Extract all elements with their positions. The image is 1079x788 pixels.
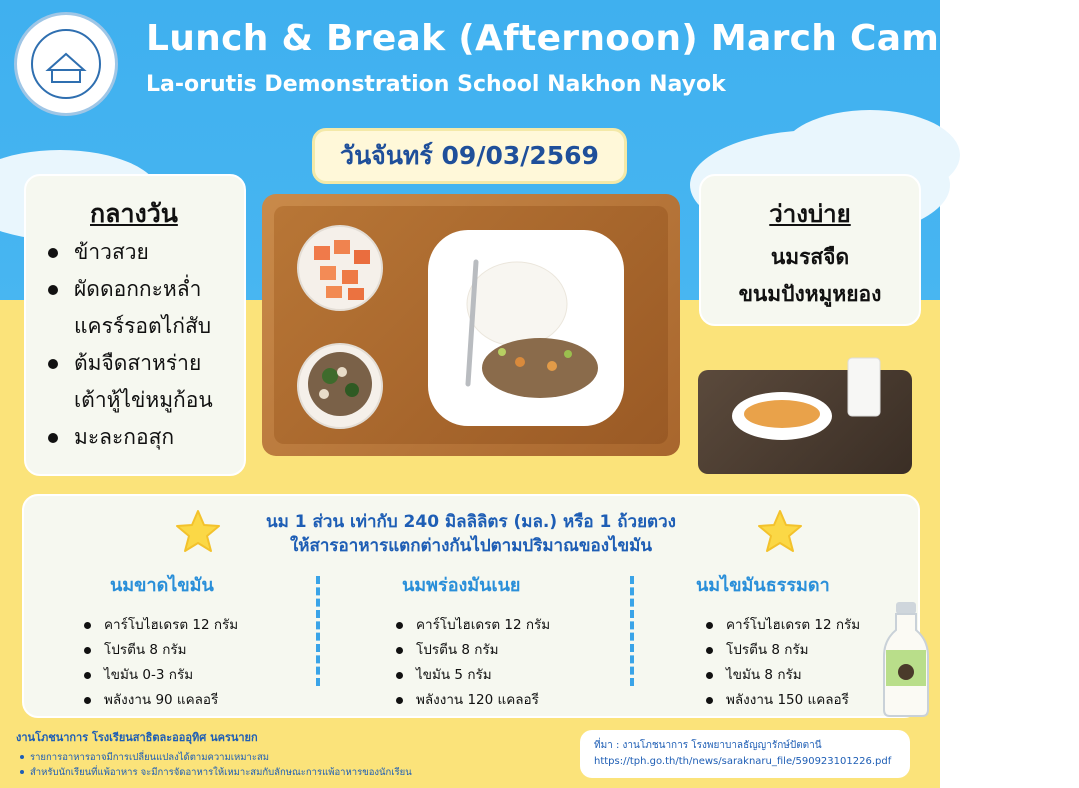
nutrient-label: ไขมัน 8 กรัม (726, 667, 802, 683)
list-item (38, 308, 213, 345)
bullet-icon (706, 647, 713, 654)
nutrient-label: โปรตีน 8 กรัม (104, 642, 187, 658)
bullet-icon (706, 672, 713, 679)
milk-bottle-icon (882, 600, 930, 718)
date-banner: วันจันทร์ 09/03/2569 (312, 128, 627, 184)
snack-food-illustration (698, 370, 912, 474)
page-title: Lunch & Break (Afternoon) March Camp 2026 (146, 18, 1079, 59)
milk-nutrition-card (22, 494, 920, 718)
nutrient-label: ไขมัน 5 กรัม (416, 667, 492, 683)
footer-note: รายการอาหารอาจมีการเปลี่ยนแปลงได้ตามความเหมาะสม (30, 752, 270, 763)
column-divider (316, 576, 320, 686)
nutrient-label: พลังงาน 90 แคลอรี (104, 692, 219, 708)
nutrient-label: พลังงาน 150 แคลอรี (726, 692, 849, 708)
lunch-item-label: เต้าหู้ไข่หมูก้อน (74, 388, 213, 412)
list-item (386, 688, 662, 713)
bullet-icon (20, 770, 24, 774)
snack-item: นมรสจืด (770, 245, 850, 269)
source-citation (580, 730, 910, 778)
bullet-icon (396, 672, 403, 679)
footer-note: สำหรับนักเรียนที่แพ้อาหาร จะมีการจัดอาหารให้เหมาะสมกับลักษณะการแพ้อาหารของนักเรียน (30, 767, 412, 778)
bullet-icon (84, 647, 91, 654)
nutrient-label: คาร์โบไฮเดรต 12 กรัม (416, 617, 551, 633)
nutrient-label: ไขมัน 0-3 กรัม (104, 667, 194, 683)
lunch-list (38, 234, 213, 456)
snack-tray-image (698, 370, 912, 474)
list-item (16, 765, 412, 780)
list-item (74, 638, 370, 663)
nutrient-label: พลังงาน 120 แคลอรี (416, 692, 539, 708)
lunch-menu-card (24, 174, 246, 476)
skim-milk-column (104, 570, 370, 713)
list-item (386, 613, 662, 638)
snack-heading: ว่างบ่าย (769, 200, 851, 228)
bullet-icon (48, 359, 58, 369)
snack-item: ขนมปังหมูหยอง (738, 282, 882, 306)
list-item (38, 419, 213, 456)
bullet-icon (706, 697, 713, 704)
nutrient-label: คาร์โบไฮเดรต 12 กรัม (726, 617, 861, 633)
list-item (38, 382, 213, 419)
source-label: ที่มา : งานโภชนาการ โรงพยาบาลธัญญารักษ์ปัตตานี (594, 740, 822, 751)
lunch-heading: กลางวัน (90, 199, 178, 228)
list-item (38, 234, 213, 271)
lunch-item-label: ต้มจืดสาหร่าย (74, 351, 202, 375)
nutrient-label: โปรตีน 8 กรัม (416, 642, 499, 658)
bullet-icon (84, 672, 91, 679)
footer-notes (16, 728, 412, 780)
footer-note-list (16, 750, 412, 780)
nutrition-line-1: นม 1 ส่วน เท่ากับ 240 มิลลิลิตร (มล.) หรือ 1 ถ้วยตวง (266, 512, 676, 532)
nutrient-list (386, 613, 662, 713)
bullet-icon (20, 755, 24, 759)
lunch-item-label: ข้าวสวย (74, 240, 149, 264)
lunch-item-label: ผัดดอกกะหล่ำ (74, 277, 202, 301)
nutrient-label: คาร์โบไฮเดรต 12 กรัม (104, 617, 239, 633)
school-building-icon (14, 12, 118, 116)
bullet-icon (48, 248, 58, 258)
snack-menu-card (699, 174, 921, 326)
low-fat-milk-column (402, 570, 662, 713)
list-item (74, 613, 370, 638)
column-title: นมไขมันธรรมดา (696, 575, 830, 596)
nutrient-list (74, 613, 370, 713)
bullet-icon (396, 622, 403, 629)
lunch-tray-image (262, 194, 680, 456)
school-logo (14, 12, 118, 116)
list-item (386, 638, 662, 663)
bullet-icon (396, 647, 403, 654)
list-item (38, 345, 213, 382)
nutrition-line-2: ให้สารอาหารแตกต่างกันไปตามปริมาณของไขมัน (290, 536, 652, 556)
column-title: นมพร่องมันเนย (402, 575, 521, 596)
bullet-icon (48, 285, 58, 295)
bullet-icon (84, 622, 91, 629)
list-item (16, 750, 412, 765)
bullet-icon (706, 622, 713, 629)
page-subtitle: La-orutis Demonstration School Nakhon Nayok (146, 72, 726, 97)
list-item (38, 271, 213, 308)
lunch-food-illustration (262, 194, 680, 456)
footer-organization: งานโภชนาการ โรงเรียนสาธิตละอออุทิศ นครนายก (16, 731, 258, 744)
list-item (386, 663, 662, 688)
bullet-icon (48, 433, 58, 443)
bullet-icon (396, 697, 403, 704)
lunch-item-label: มะละกอสุก (74, 425, 175, 449)
lunch-item-label: แครร์รอตไก่สับ (74, 314, 212, 338)
column-title: นมขาดไขมัน (110, 575, 214, 596)
list-item (74, 688, 370, 713)
list-item (74, 663, 370, 688)
column-divider (630, 576, 634, 686)
source-link[interactable]: https://tph.go.th/th/news/saraknaru_file/590923101226.pdf (594, 756, 892, 767)
star-icon (756, 508, 804, 556)
nutrient-label: โปรตีน 8 กรัม (726, 642, 809, 658)
star-icon (174, 508, 222, 556)
bullet-icon (84, 697, 91, 704)
